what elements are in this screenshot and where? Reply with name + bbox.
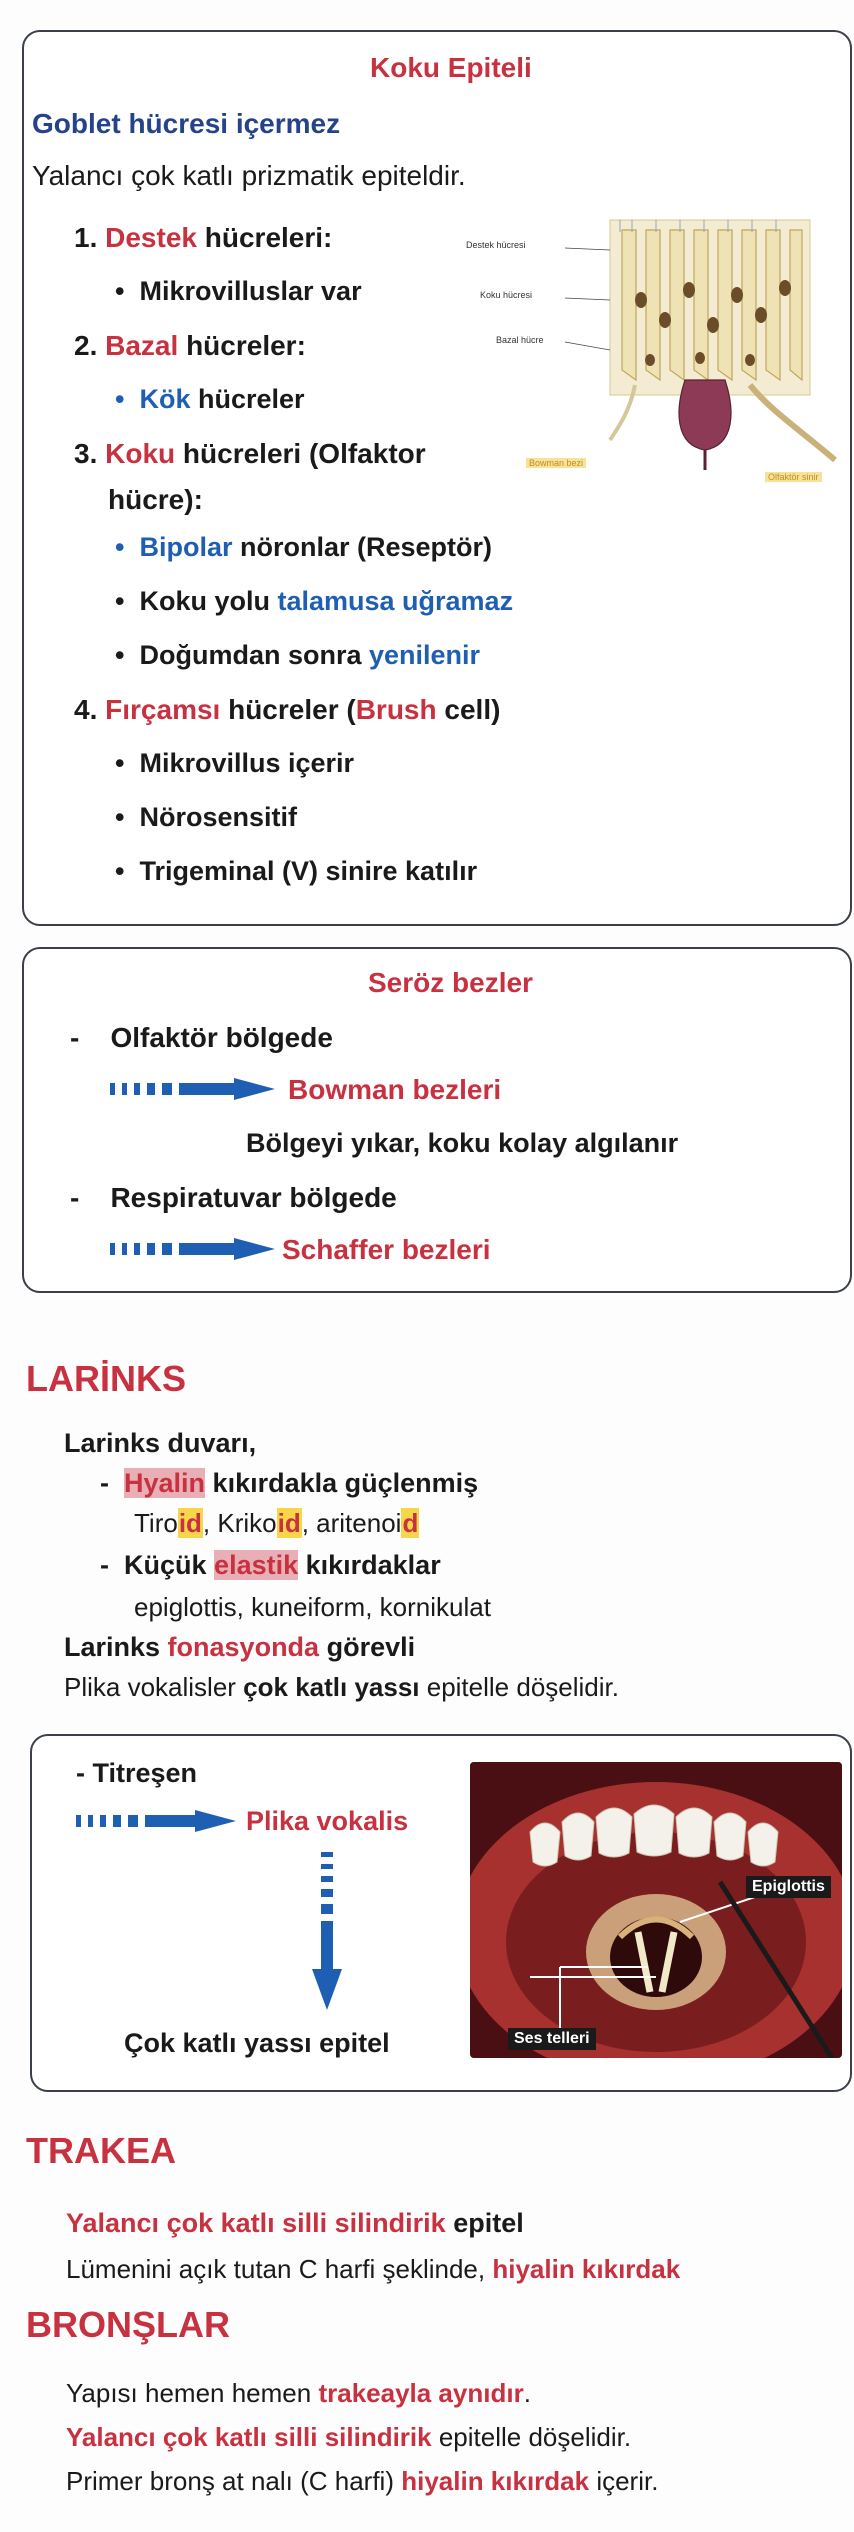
larinks-line-2 — [100, 1550, 441, 1581]
bullet-text: Doğumdan sonra — [139, 640, 369, 670]
bullet-dot: • — [115, 532, 140, 562]
dash: - — [100, 1468, 109, 1498]
titresen-label: - Titreşen — [76, 1758, 198, 1788]
label-bazal-hucre: Bazal hücre — [496, 335, 544, 345]
line-text-end: kıkırdaklar — [298, 1550, 441, 1580]
item-4-bullet-1 — [115, 748, 354, 779]
seroz-row-1 — [70, 1022, 333, 1054]
label-ses-telleri: Ses telleri — [508, 2028, 596, 2050]
red-phrase: trakeayla aynıdır — [318, 2378, 524, 2408]
line-text-end: içerir. — [589, 2466, 659, 2496]
larinks-fonasyon — [64, 1632, 415, 1663]
line-text: Larinks — [64, 1632, 168, 1662]
plika-bold: çok katlı yassı — [243, 1672, 420, 1702]
bullet-text: Mikrovillus içerir — [139, 748, 355, 778]
label-epiglottis: Epiglottis — [746, 1876, 831, 1898]
line-text: Primer bronş at nalı (C harfi) — [66, 2466, 402, 2496]
fonasyon-word: fonasyonda — [167, 1632, 320, 1662]
tiroid-pre: Tiro — [134, 1508, 178, 1538]
item-3-bullet-2 — [115, 586, 513, 617]
label-olfaktor-sinir: Olfaktör sinir — [765, 472, 822, 482]
vocal-cords-photo — [470, 1762, 842, 2058]
trakea-line-1 — [66, 2208, 524, 2239]
goblet-note: Goblet hücresi içermez — [32, 108, 341, 139]
arrow-icon — [76, 1810, 236, 1832]
label-destek-hucresi: Destek hücresi — [466, 240, 526, 250]
line-text: Lümenini açık tutan C harfi şeklinde, — [66, 2254, 493, 2284]
item-number: 3. — [74, 438, 98, 469]
arrow-icon — [110, 1238, 275, 1260]
dash: - — [70, 1022, 80, 1053]
down-arrow-icon — [312, 1852, 342, 2010]
schaffer-bezleri: Schaffer bezleri — [282, 1234, 491, 1265]
line-text: Küçük — [124, 1550, 215, 1580]
item-number: 1. — [74, 222, 98, 253]
krikoid-highlight: id — [277, 1508, 301, 1538]
line-text-end: epitelle döşelidir. — [419, 1672, 619, 1702]
item-red-word: Fırçamsı — [105, 694, 221, 725]
bullet-text: hücreler — [190, 384, 305, 414]
item-red-word-2: Brush — [355, 694, 437, 725]
item-3 — [74, 438, 426, 470]
red-phrase: Yalancı çok katlı silli silindirik — [66, 2422, 432, 2452]
bullet-blue-word: yenilenir — [368, 640, 481, 670]
item-number: 2. — [74, 330, 98, 361]
item-1 — [74, 222, 332, 254]
bullet-text: Nörosensitif — [139, 802, 297, 832]
bullet-dot: • — [115, 384, 140, 414]
red-phrase: Yalancı çok katlı silli silindirik — [66, 2208, 446, 2238]
bullet-dot: • — [115, 586, 140, 616]
item-text: hücreleri: — [196, 222, 333, 253]
koku-intro: Yalancı çok katlı prizmatik epiteldir. — [32, 160, 466, 191]
item-text: hücreler ( — [220, 694, 356, 725]
larinks-duvari: Larinks duvarı, — [64, 1428, 257, 1458]
item-4-bullet-2 — [115, 802, 297, 833]
trakea-heading: TRAKEA — [26, 2130, 176, 2171]
tiroid-highlight: id — [178, 1508, 202, 1538]
label-koku-hucresi: Koku hücresi — [480, 290, 533, 300]
bullet-text: Trigeminal (V) sinire katılır — [139, 856, 478, 886]
item-1-bullet-1 — [115, 276, 362, 307]
aritenoid-pre: , aritenoi — [301, 1508, 402, 1538]
bullet-blue-word: Bipolar — [139, 532, 233, 562]
bullet-dot: • — [115, 748, 140, 778]
item-red-word: Koku — [105, 438, 176, 469]
seroz-row-2 — [70, 1182, 397, 1214]
bronslar-line-2 — [66, 2422, 631, 2453]
larinks-line-1 — [100, 1468, 478, 1499]
line-text: epitelle döşelidir. — [431, 2422, 632, 2452]
bullet-dot: • — [115, 276, 140, 306]
label-bowman-bezi: Bowman bezi — [526, 458, 586, 468]
bullet-blue-word: talamusa uğramaz — [277, 586, 514, 616]
olfactory-epithelium-drawing — [460, 210, 845, 510]
bronslar-line-1 — [66, 2378, 531, 2409]
bullet-dot: • — [115, 640, 140, 670]
bullet-blue-word: Kök — [139, 384, 191, 414]
item-text-end: cell) — [436, 694, 501, 725]
mouth-illustration — [470, 1762, 842, 2058]
red-phrase: hiyalin kıkırdak — [401, 2466, 590, 2496]
line-text: kıkırdakla güçlenmiş — [205, 1468, 479, 1498]
item-4-bullet-3 — [115, 856, 477, 887]
olfactory-epithelium-illustration — [460, 210, 845, 510]
row-text: Olfaktör bölgede — [110, 1022, 333, 1053]
item-4 — [74, 694, 500, 726]
item-3-bullet-3 — [115, 640, 480, 671]
koku-title: Koku Epiteli — [370, 52, 532, 83]
larinks-line-1-sub — [134, 1508, 419, 1539]
larinks-plika — [64, 1672, 619, 1703]
plika-vokalis: Plika vokalis — [246, 1806, 409, 1836]
item-text: hücreleri (Olfaktor — [175, 438, 426, 469]
line-text: Yapısı hemen hemen — [66, 2378, 319, 2408]
item-text: hücreler: — [178, 330, 306, 361]
cok-katli-yassi-epitel: Çok katlı yassı epitel — [124, 2028, 390, 2058]
bronslar-heading: BRONŞLAR — [26, 2304, 230, 2345]
item-2-bullet-1 — [115, 384, 305, 415]
item-2 — [74, 330, 306, 362]
arrow-icon — [110, 1078, 275, 1100]
line-text: Plika vokalisler — [64, 1672, 244, 1702]
bullet-dot: • — [115, 802, 140, 832]
row-text: Respiratuvar bölgede — [110, 1182, 397, 1213]
item-red-word: Destek — [105, 222, 197, 253]
item-3-line-2: hücre): — [108, 484, 203, 515]
bullet-text: Mikrovilluslar var — [139, 276, 362, 306]
krikoid-pre: , Kriko — [202, 1508, 277, 1538]
item-red-word: Bazal — [105, 330, 179, 361]
bullet-text: nöronlar (Reseptör) — [232, 532, 493, 562]
aritenoid-highlight: d — [402, 1508, 419, 1538]
bowman-bezleri: Bowman bezleri — [288, 1074, 502, 1105]
item-3-bullet-1 — [115, 532, 492, 563]
bullet-dot: • — [115, 856, 140, 886]
red-phrase: hiyalin kıkırdak — [492, 2254, 681, 2284]
hyalin-word: Hyalin — [124, 1468, 206, 1498]
seroz-title: Seröz bezler — [368, 967, 533, 998]
trakea-line-2 — [66, 2254, 680, 2285]
line-text-end: görevli — [319, 1632, 416, 1662]
bullet-text: Koku yolu — [139, 586, 278, 616]
elastik-word: elastik — [214, 1550, 299, 1580]
dash: - — [100, 1550, 109, 1580]
item-number: 4. — [74, 694, 98, 725]
line-text-end: . — [523, 2378, 531, 2408]
dash: - — [70, 1182, 80, 1213]
larinks-heading: LARİNKS — [26, 1358, 186, 1399]
bronslar-line-3 — [66, 2466, 658, 2497]
larinks-line-2-sub: epiglottis, kuneiform, kornikulat — [134, 1592, 491, 1622]
line-text: epitel — [445, 2208, 524, 2238]
bowman-note: Bölgeyi yıkar, koku kolay algılanır — [246, 1128, 679, 1158]
